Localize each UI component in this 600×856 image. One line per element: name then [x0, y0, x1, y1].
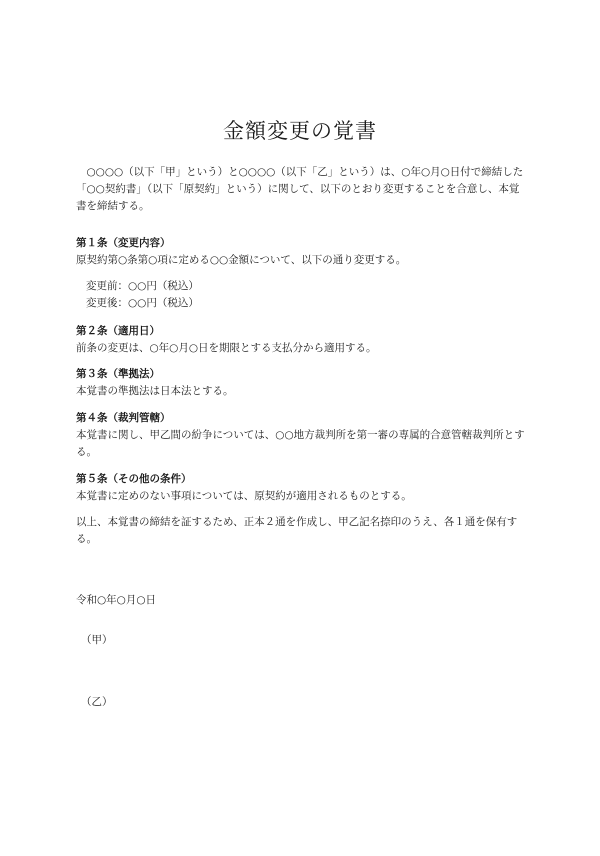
change-before: 変更前：○○円（税込）	[86, 280, 199, 292]
article-text: 前条の変更は、○年○月○日を期限とする支払分から適用する。	[76, 342, 377, 354]
article-heading: 第４条（裁判管轄）	[76, 412, 171, 424]
document-title: 金額変更の覚書	[223, 119, 377, 143]
preamble-paragraph: ○○○○（以下「甲」という）と○○○○（以下「乙」という）は、○年○月○日付で締結した「○○契約書」（以下「原契約」という）に関して、以下のとおり変更することを合意し、本覚書を締結する。	[76, 166, 524, 212]
party-b-label: （乙）	[81, 696, 113, 708]
article-3	[76, 366, 526, 400]
change-after: 変更後：○○円（税込）	[86, 297, 199, 309]
closing-paragraph: 以上、本覚書の締結を証するため、正本２通を作成し、甲乙記名捺印のうえ、各１通を保有する。	[76, 516, 518, 545]
article-text: 本覚書に関し、甲乙間の紛争については、○○地方裁判所を第一審の専属的合意管轄裁判所とする。	[76, 429, 525, 458]
article-5	[76, 471, 526, 505]
article-4	[76, 410, 526, 461]
article-text: 本覚書に定めのない事項については、原契約が適用されるものとする。	[76, 490, 412, 502]
article-1	[76, 235, 526, 269]
article-heading: 第３条（準拠法）	[76, 368, 160, 380]
party-a-label: （甲）	[81, 634, 113, 646]
article-text: 本覚書の準拠法は日本法とする。	[76, 385, 234, 397]
change-list	[86, 278, 199, 312]
article-2	[76, 323, 526, 357]
signing-date: 令和○年○月○日	[76, 594, 156, 606]
article-text: 原契約第○条第○項に定める○○金額について、以下の通り変更する。	[76, 254, 407, 266]
article-heading: 第２条（適用日）	[76, 325, 160, 337]
article-heading: 第５条（その他の条件）	[76, 473, 192, 485]
article-heading: 第１条（変更内容）	[76, 237, 171, 249]
